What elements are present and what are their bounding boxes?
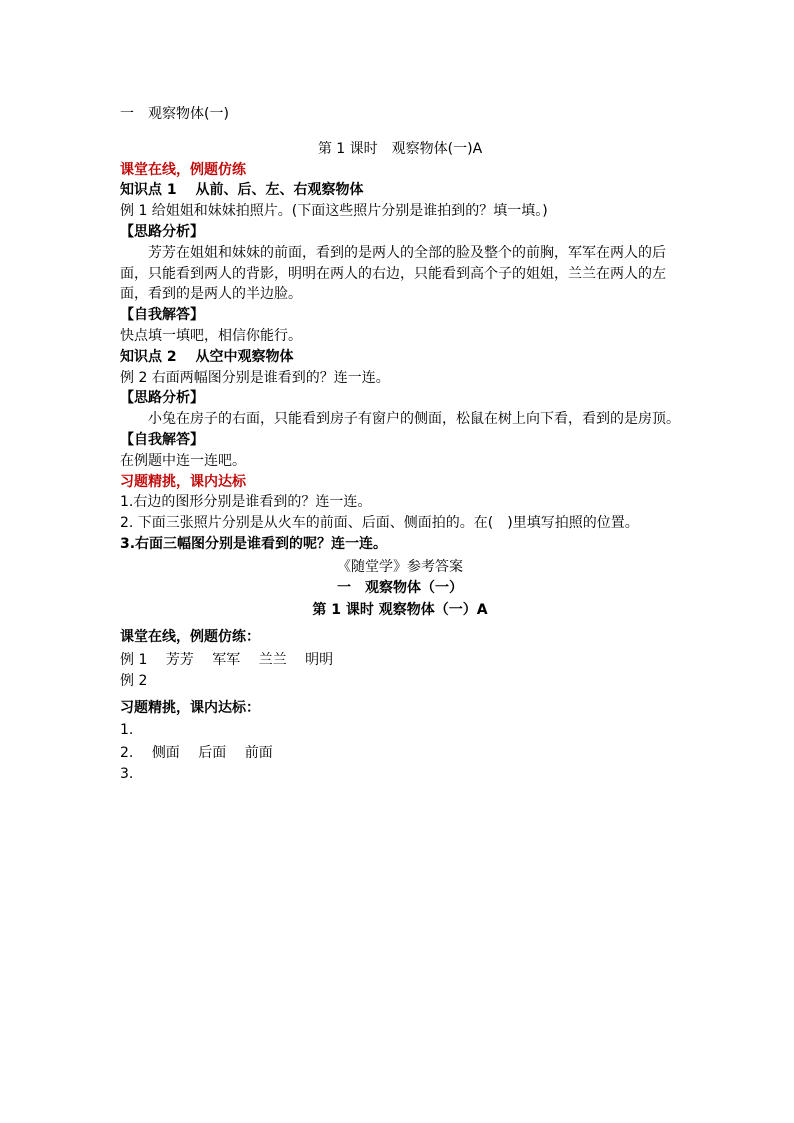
analysis-label-1: 【思路分析】 (120, 223, 204, 240)
self-answer-label-2: 【自我解答】 (120, 431, 204, 448)
self-answer-text-1: 快点填一填吧，相信你能行。 (120, 327, 302, 344)
section-title-classroom-online: 课堂在线，例题仿练 (120, 161, 246, 178)
exercise-3: 3.右面三幅图分别是谁看到的呢？连一连。 (120, 535, 388, 552)
knowledge-point-2-title: 知识点 2 从空中观察物体 (120, 348, 294, 365)
lesson-heading: 第 1 课时 观察物体(一)A (317, 140, 483, 157)
example-1-text: 例 1 给姐姐和妹妹拍照片。(下面这些照片分别是谁拍到的？填一填。) (120, 203, 548, 220)
answer-1-label: 1. (120, 722, 134, 739)
answer-unit-heading: 一 观察物体（一） (337, 579, 463, 596)
example-2-text: 例 2 右面两幅图分别是谁看到的？连一连。 (120, 369, 390, 386)
answer-2-item: 后面 (198, 745, 227, 762)
unit-heading: 一 观察物体(一) (120, 106, 229, 122)
self-answer-text-2: 在例题中连一连吧。 (120, 452, 246, 469)
answer-example-1-item: 芳芳 (165, 651, 194, 668)
answer-2-row (120, 743, 680, 764)
answer-section-1-label: 课堂在线，例题仿练： (120, 629, 260, 646)
answer-section-2-label: 习题精挑，课内达标： (120, 699, 260, 716)
answer-example-1-row (120, 650, 680, 671)
section-title-exercises: 习题精挑，课内达标 (120, 473, 246, 490)
answer-example-1-prefix: 例 1 (120, 651, 148, 668)
answer-2-item: 侧面 (151, 745, 180, 762)
answer-3-label: 3. (120, 765, 134, 782)
self-answer-label-1: 【自我解答】 (120, 307, 204, 324)
answer-key-title: 《随堂学》参考答案 (337, 558, 463, 575)
answer-example-1-item: 兰兰 (258, 651, 287, 668)
exercise-2: 2. 下面三张照片分别是从火车的前面、后面、侧面拍的。在( )里填写拍照的位置。 (120, 515, 639, 532)
analysis-label-2: 【思路分析】 (120, 390, 204, 407)
document-content (120, 104, 680, 785)
exercise-1: 1.右边的图形分别是谁看到的？连一连。 (120, 494, 372, 511)
analysis-text-1: 芳芳在姐姐和妹妹的前面，看到的是两人的全部的脸及整个的前胸，军军在两人的后面，只能看到两人的背影，明明在两人的右边，只能看到高个子的姐姐，兰兰在两人的左面，看到的是两人的半边脸。 (120, 244, 666, 303)
answer-example-1-item: 明明 (305, 651, 334, 668)
answer-example-2-label: 例 2 (120, 672, 148, 689)
answer-2-prefix: 2. (120, 745, 134, 762)
answer-lesson-heading: 第 1 课时 观察物体（一）A (312, 602, 488, 619)
knowledge-point-1-title: 知识点 1 从前、后、左、右观察物体 (120, 182, 364, 199)
answer-2-item: 前面 (244, 745, 273, 762)
analysis-text-2: 小兔在房子的右面，只能看到房子有窗户的侧面，松鼠在树上向下看，看到的是房顶。 (148, 411, 680, 428)
answer-example-1-item: 军军 (212, 651, 241, 668)
